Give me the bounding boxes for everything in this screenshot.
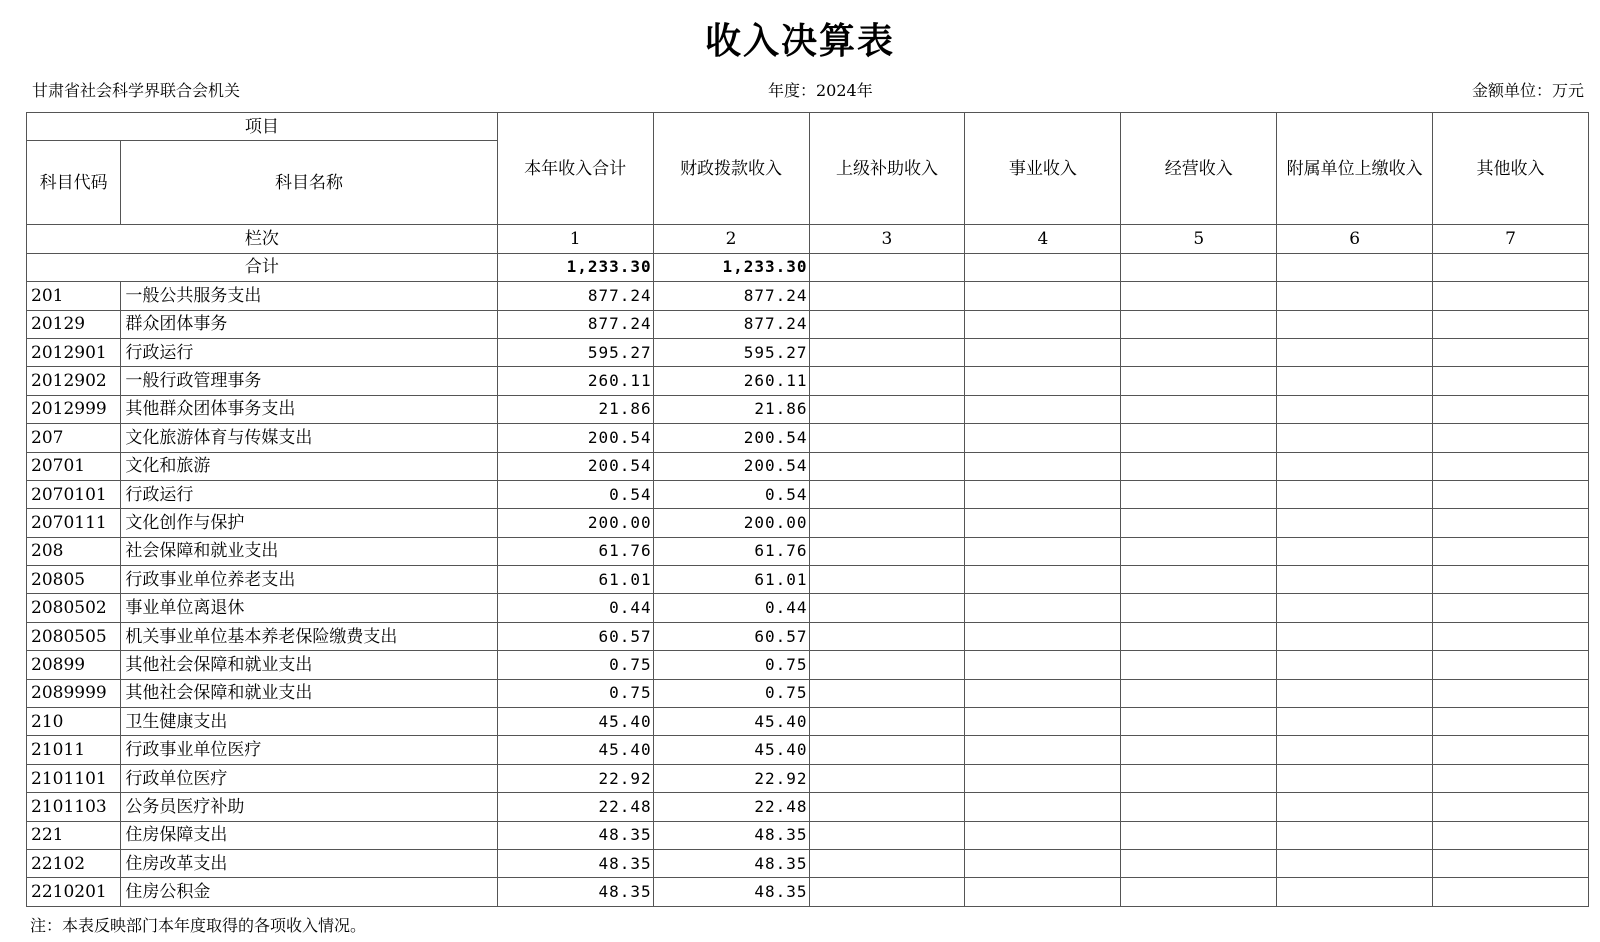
amount-cell: 61.01	[653, 566, 809, 594]
amount-cell	[809, 452, 965, 480]
amount-cell	[1433, 764, 1589, 792]
amount-cell	[1277, 651, 1433, 679]
header-code: 科目代码	[27, 141, 121, 225]
table-row	[27, 367, 1589, 395]
amount-cell: 260.11	[497, 367, 653, 395]
amount-cell	[1277, 424, 1433, 452]
total-label: 合计	[27, 253, 498, 281]
amount-cell: 48.35	[497, 821, 653, 849]
amount-cell: 0.75	[653, 679, 809, 707]
total-value: 1,233.30	[497, 253, 653, 281]
amount-cell: 48.35	[653, 821, 809, 849]
amount-cell	[1277, 480, 1433, 508]
col-header-fiscal: 财政拨款收入	[653, 113, 809, 225]
amount-cell	[965, 849, 1121, 877]
subject-code: 2012999	[27, 395, 121, 423]
col-header-business: 事业收入	[965, 113, 1121, 225]
amount-cell	[1121, 452, 1277, 480]
row-index-cell: 6	[1277, 225, 1433, 253]
subject-code: 20899	[27, 651, 121, 679]
header-name: 科目名称	[121, 141, 497, 225]
amount-cell	[1277, 708, 1433, 736]
total-value	[1277, 253, 1433, 281]
amount-cell: 200.54	[653, 424, 809, 452]
amount-cell	[809, 622, 965, 650]
amount-cell	[1121, 480, 1277, 508]
subject-name: 其他社会保障和就业支出	[121, 679, 497, 707]
amount-cell	[1121, 395, 1277, 423]
amount-cell	[965, 878, 1121, 906]
total-value: 1,233.30	[653, 253, 809, 281]
amount-cell: 60.57	[653, 622, 809, 650]
amount-cell	[809, 849, 965, 877]
unit-name: 甘肃省社会科学界联合会机关	[32, 81, 241, 100]
table-row	[27, 395, 1589, 423]
table-row	[27, 736, 1589, 764]
amount-cell: 200.00	[497, 509, 653, 537]
amount-cell: 0.44	[653, 594, 809, 622]
row-index-cell: 3	[809, 225, 965, 253]
amount-cell	[1277, 878, 1433, 906]
amount-cell: 48.35	[497, 849, 653, 877]
amount-cell	[1277, 622, 1433, 650]
amount-cell: 45.40	[653, 736, 809, 764]
amount-cell	[1277, 367, 1433, 395]
amount-cell	[1121, 878, 1277, 906]
amount-cell: 877.24	[653, 310, 809, 338]
amount-unit: 金额单位：万元	[1471, 81, 1584, 100]
amount-cell	[965, 338, 1121, 366]
subject-code: 208	[27, 537, 121, 565]
amount-cell: 260.11	[653, 367, 809, 395]
amount-cell: 0.44	[497, 594, 653, 622]
subject-code: 2070101	[27, 480, 121, 508]
report-title: 收入决算表	[704, 21, 895, 62]
amount-cell: 48.35	[653, 849, 809, 877]
amount-cell: 200.54	[497, 452, 653, 480]
amount-cell: 21.86	[653, 395, 809, 423]
subject-name: 机关事业单位基本养老保险缴费支出	[121, 622, 497, 650]
amount-cell	[1277, 764, 1433, 792]
subject-code: 2012902	[27, 367, 121, 395]
amount-cell	[1433, 849, 1589, 877]
amount-cell	[965, 594, 1121, 622]
amount-cell: 595.27	[497, 338, 653, 366]
table-body	[27, 282, 1589, 907]
subject-name: 一般公共服务支出	[121, 282, 497, 310]
amount-cell	[965, 282, 1121, 310]
total-value	[1121, 253, 1277, 281]
subject-code: 2070111	[27, 509, 121, 537]
amount-cell: 877.24	[497, 310, 653, 338]
amount-cell: 200.54	[497, 424, 653, 452]
amount-cell	[1121, 651, 1277, 679]
amount-cell	[965, 793, 1121, 821]
subject-code: 2101103	[27, 793, 121, 821]
table-row	[27, 282, 1589, 310]
table-row	[27, 537, 1589, 565]
amount-cell	[1433, 594, 1589, 622]
table-row	[27, 793, 1589, 821]
table-row	[27, 509, 1589, 537]
amount-cell: 61.01	[497, 566, 653, 594]
amount-cell	[1121, 793, 1277, 821]
amount-cell	[1277, 537, 1433, 565]
amount-cell: 0.54	[497, 480, 653, 508]
amount-cell	[1121, 594, 1277, 622]
amount-cell	[809, 878, 965, 906]
amount-cell: 45.40	[497, 708, 653, 736]
subject-code: 20129	[27, 310, 121, 338]
total-row	[27, 253, 1589, 281]
amount-cell	[1121, 310, 1277, 338]
col-header-superior-subsidy: 上级补助收入	[809, 113, 965, 225]
amount-cell	[1433, 480, 1589, 508]
footnote: 注：本表反映部门本年度取得的各项收入情况。	[30, 916, 367, 935]
subject-name: 行政事业单位医疗	[121, 736, 497, 764]
amount-cell	[1121, 566, 1277, 594]
amount-cell	[965, 367, 1121, 395]
amount-cell	[1433, 310, 1589, 338]
amount-cell	[965, 395, 1121, 423]
amount-cell	[809, 594, 965, 622]
amount-cell	[1277, 395, 1433, 423]
amount-cell	[809, 480, 965, 508]
amount-cell: 22.48	[497, 793, 653, 821]
amount-cell	[809, 282, 965, 310]
amount-cell	[809, 764, 965, 792]
table-row	[27, 679, 1589, 707]
amount-cell	[1433, 424, 1589, 452]
amount-cell	[1121, 849, 1277, 877]
subject-name: 卫生健康支出	[121, 708, 497, 736]
amount-cell	[965, 622, 1121, 650]
amount-cell	[1121, 338, 1277, 366]
amount-cell	[1121, 367, 1277, 395]
table-row	[27, 338, 1589, 366]
header-item: 项目	[27, 113, 498, 141]
amount-cell	[1433, 651, 1589, 679]
row-index-cell: 1	[497, 225, 653, 253]
amount-cell	[809, 708, 965, 736]
subject-code: 2089999	[27, 679, 121, 707]
row-index-cell: 4	[965, 225, 1121, 253]
amount-cell	[1433, 679, 1589, 707]
total-value	[965, 253, 1121, 281]
table-row	[27, 310, 1589, 338]
amount-cell: 22.92	[653, 764, 809, 792]
row-index-cell: 7	[1433, 225, 1589, 253]
amount-cell	[809, 736, 965, 764]
subject-name: 行政事业单位养老支出	[121, 566, 497, 594]
amount-cell: 60.57	[497, 622, 653, 650]
amount-cell	[965, 679, 1121, 707]
subject-name: 文化和旅游	[121, 452, 497, 480]
table-row	[27, 566, 1589, 594]
subject-name: 公务员医疗补助	[121, 793, 497, 821]
amount-cell	[1121, 424, 1277, 452]
amount-cell	[965, 566, 1121, 594]
report-year: 年度：2024年	[768, 81, 873, 100]
subject-code: 221	[27, 821, 121, 849]
table-row	[27, 821, 1589, 849]
subject-name: 行政单位医疗	[121, 764, 497, 792]
amount-cell: 0.75	[497, 679, 653, 707]
amount-cell: 61.76	[497, 537, 653, 565]
amount-cell: 877.24	[653, 282, 809, 310]
subject-code: 20701	[27, 452, 121, 480]
amount-cell	[1277, 509, 1433, 537]
amount-cell	[1433, 878, 1589, 906]
table-row	[27, 594, 1589, 622]
amount-cell	[1433, 622, 1589, 650]
table-row	[27, 480, 1589, 508]
col-header-operating: 经营收入	[1121, 113, 1277, 225]
amount-cell	[1277, 821, 1433, 849]
amount-cell	[1277, 849, 1433, 877]
amount-cell: 61.76	[653, 537, 809, 565]
amount-cell	[1433, 736, 1589, 764]
income-statement-table	[26, 112, 1589, 907]
subject-code: 210	[27, 708, 121, 736]
amount-cell	[1121, 736, 1277, 764]
amount-cell	[809, 310, 965, 338]
amount-cell	[1277, 566, 1433, 594]
amount-cell	[965, 764, 1121, 792]
amount-cell: 877.24	[497, 282, 653, 310]
subject-code: 2080502	[27, 594, 121, 622]
amount-cell: 0.75	[497, 651, 653, 679]
amount-cell	[1121, 622, 1277, 650]
subject-code: 2012901	[27, 338, 121, 366]
amount-cell: 22.48	[653, 793, 809, 821]
amount-cell	[965, 452, 1121, 480]
amount-cell	[965, 424, 1121, 452]
amount-cell: 595.27	[653, 338, 809, 366]
amount-cell: 0.54	[653, 480, 809, 508]
subject-code: 2101101	[27, 764, 121, 792]
table-row	[27, 764, 1589, 792]
amount-cell	[1433, 282, 1589, 310]
amount-cell	[965, 509, 1121, 537]
subject-code: 21011	[27, 736, 121, 764]
amount-cell	[965, 537, 1121, 565]
amount-cell	[1277, 594, 1433, 622]
amount-cell: 48.35	[653, 878, 809, 906]
subject-name: 文化旅游体育与传媒支出	[121, 424, 497, 452]
table-row	[27, 651, 1589, 679]
subject-name: 住房公积金	[121, 878, 497, 906]
amount-cell	[1121, 821, 1277, 849]
amount-cell	[1433, 566, 1589, 594]
amount-cell	[1433, 708, 1589, 736]
amount-cell	[965, 708, 1121, 736]
amount-cell: 21.86	[497, 395, 653, 423]
row-index-label: 栏次	[27, 225, 498, 253]
amount-cell	[965, 310, 1121, 338]
amount-cell	[1121, 537, 1277, 565]
col-header-other: 其他收入	[1433, 113, 1589, 225]
amount-cell	[809, 537, 965, 565]
amount-cell	[1277, 736, 1433, 764]
subject-code: 22102	[27, 849, 121, 877]
subject-code: 2210201	[27, 878, 121, 906]
subject-code: 2080505	[27, 622, 121, 650]
amount-cell	[809, 424, 965, 452]
subject-name: 社会保障和就业支出	[121, 537, 497, 565]
amount-cell	[809, 679, 965, 707]
amount-cell	[1433, 367, 1589, 395]
amount-cell	[1277, 793, 1433, 821]
amount-cell	[1121, 679, 1277, 707]
amount-cell: 45.40	[653, 708, 809, 736]
subject-name: 事业单位离退休	[121, 594, 497, 622]
row-index-cell: 2	[653, 225, 809, 253]
subject-code: 207	[27, 424, 121, 452]
total-value	[809, 253, 965, 281]
amount-cell	[809, 395, 965, 423]
table-row	[27, 424, 1589, 452]
amount-cell	[1121, 509, 1277, 537]
row-index-cell: 5	[1121, 225, 1277, 253]
amount-cell: 200.54	[653, 452, 809, 480]
subject-name: 文化创作与保护	[121, 509, 497, 537]
amount-cell	[809, 509, 965, 537]
amount-cell: 22.92	[497, 764, 653, 792]
subject-name: 其他群众团体事务支出	[121, 395, 497, 423]
subject-code: 201	[27, 282, 121, 310]
table-row	[27, 849, 1589, 877]
amount-cell	[809, 338, 965, 366]
amount-cell: 200.00	[653, 509, 809, 537]
subject-name: 行政运行	[121, 480, 497, 508]
subject-name: 住房改革支出	[121, 849, 497, 877]
amount-cell	[1277, 452, 1433, 480]
amount-cell: 48.35	[497, 878, 653, 906]
table-row	[27, 708, 1589, 736]
table-row	[27, 622, 1589, 650]
amount-cell	[1433, 395, 1589, 423]
amount-cell	[1277, 282, 1433, 310]
amount-cell	[965, 821, 1121, 849]
amount-cell	[965, 651, 1121, 679]
amount-cell	[1433, 509, 1589, 537]
amount-cell	[1121, 764, 1277, 792]
amount-cell	[809, 367, 965, 395]
amount-cell	[809, 821, 965, 849]
subject-code: 20805	[27, 566, 121, 594]
amount-cell	[1277, 338, 1433, 366]
col-header-total: 本年收入合计	[497, 113, 653, 225]
amount-cell: 45.40	[497, 736, 653, 764]
amount-cell	[809, 793, 965, 821]
subject-name: 其他社会保障和就业支出	[121, 651, 497, 679]
amount-cell	[1433, 821, 1589, 849]
amount-cell	[1433, 537, 1589, 565]
col-header-affiliated: 附属单位上缴收入	[1277, 113, 1433, 225]
subject-name: 住房保障支出	[121, 821, 497, 849]
amount-cell	[809, 651, 965, 679]
amount-cell	[1121, 708, 1277, 736]
amount-cell	[965, 480, 1121, 508]
amount-cell: 0.75	[653, 651, 809, 679]
subject-name: 一般行政管理事务	[121, 367, 497, 395]
amount-cell	[809, 566, 965, 594]
amount-cell	[1277, 310, 1433, 338]
amount-cell	[1433, 338, 1589, 366]
total-value	[1433, 253, 1589, 281]
amount-cell	[965, 736, 1121, 764]
subject-name: 行政运行	[121, 338, 497, 366]
subject-name: 群众团体事务	[121, 310, 497, 338]
amount-cell	[1433, 793, 1589, 821]
amount-cell	[1433, 452, 1589, 480]
table-row	[27, 452, 1589, 480]
table-row	[27, 878, 1589, 906]
amount-cell	[1121, 282, 1277, 310]
amount-cell	[1277, 679, 1433, 707]
